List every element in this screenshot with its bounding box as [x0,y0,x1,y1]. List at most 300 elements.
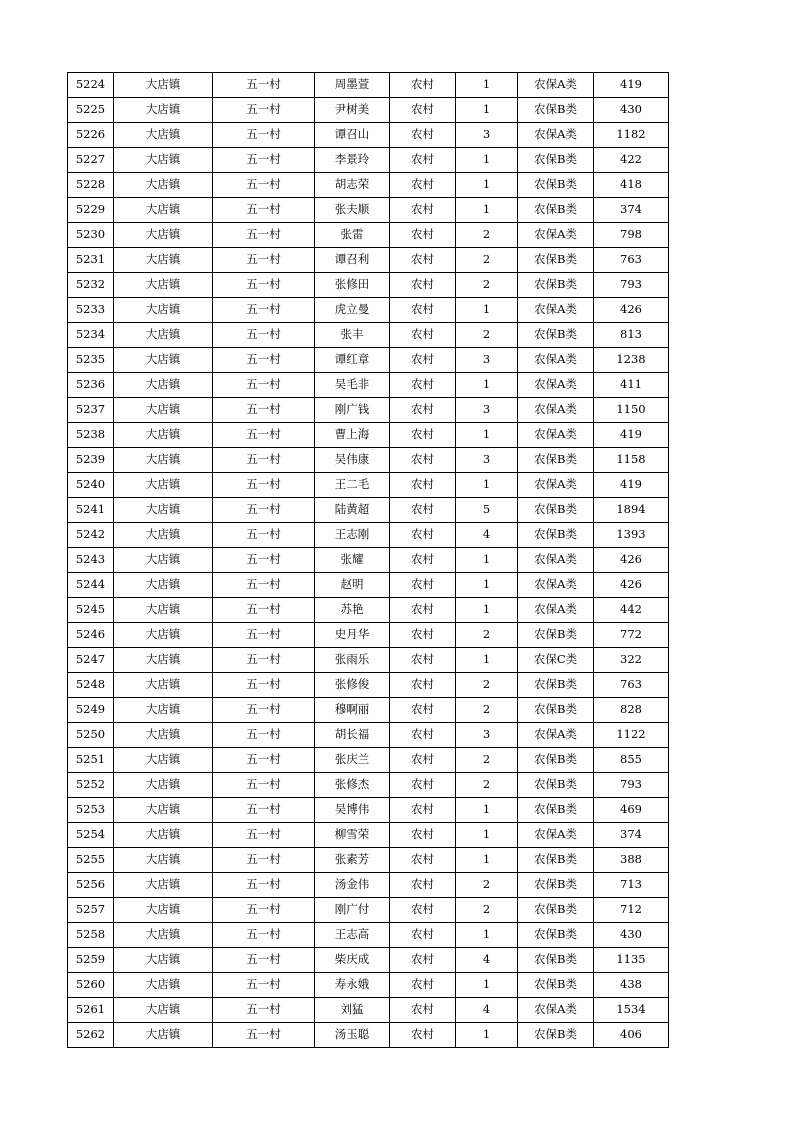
town-cell: 大店镇 [114,223,213,248]
name-cell: 刚广钱 [315,398,390,423]
amount-cell: 426 [594,548,669,573]
name-cell: 虎立曼 [315,298,390,323]
people-count-cell: 1 [456,973,518,998]
village-cell: 五一村 [213,198,315,223]
people-count-cell: 2 [456,698,518,723]
household-type-cell: 农村 [390,348,456,373]
category-cell: 农保B类 [518,198,594,223]
village-cell: 五一村 [213,248,315,273]
village-cell: 五一村 [213,998,315,1023]
people-count-cell: 3 [456,448,518,473]
table-row [68,198,669,223]
household-type-cell: 农村 [390,248,456,273]
table-row [68,598,669,623]
name-cell: 张修田 [315,273,390,298]
name-cell: 吴毛非 [315,373,390,398]
name-cell: 刘猛 [315,998,390,1023]
name-cell: 张丰 [315,323,390,348]
amount-cell: 438 [594,973,669,998]
serial-cell: 5251 [68,748,114,773]
people-count-cell: 1 [456,298,518,323]
table-row [68,148,669,173]
household-type-cell: 农村 [390,598,456,623]
table-row [68,773,669,798]
household-type-cell: 农村 [390,998,456,1023]
town-cell: 大店镇 [114,598,213,623]
name-cell: 张耀 [315,548,390,573]
village-cell: 五一村 [213,698,315,723]
roster-table [67,72,669,1048]
village-cell: 五一村 [213,723,315,748]
household-type-cell: 农村 [390,823,456,848]
people-count-cell: 3 [456,398,518,423]
table-row [68,273,669,298]
village-cell: 五一村 [213,298,315,323]
town-cell: 大店镇 [114,623,213,648]
household-type-cell: 农村 [390,473,456,498]
table-row [68,848,669,873]
town-cell: 大店镇 [114,698,213,723]
household-type-cell: 农村 [390,398,456,423]
amount-cell: 1534 [594,998,669,1023]
people-count-cell: 3 [456,723,518,748]
name-cell: 张修俊 [315,673,390,698]
name-cell: 史月华 [315,623,390,648]
amount-cell: 419 [594,73,669,98]
serial-cell: 5256 [68,873,114,898]
village-cell: 五一村 [213,598,315,623]
name-cell: 陆黄超 [315,498,390,523]
village-cell: 五一村 [213,873,315,898]
name-cell: 张雷 [315,223,390,248]
people-count-cell: 1 [456,798,518,823]
category-cell: 农保B类 [518,923,594,948]
amount-cell: 469 [594,798,669,823]
village-cell: 五一村 [213,73,315,98]
household-type-cell: 农村 [390,848,456,873]
village-cell: 五一村 [213,798,315,823]
amount-cell: 1238 [594,348,669,373]
serial-cell: 5247 [68,648,114,673]
name-cell: 赵明 [315,573,390,598]
name-cell: 穆啊丽 [315,698,390,723]
amount-cell: 374 [594,198,669,223]
table-row [68,673,669,698]
town-cell: 大店镇 [114,173,213,198]
village-cell: 五一村 [213,448,315,473]
household-type-cell: 农村 [390,73,456,98]
serial-cell: 5227 [68,148,114,173]
people-count-cell: 1 [456,73,518,98]
amount-cell: 828 [594,698,669,723]
people-count-cell: 2 [456,673,518,698]
table-row [68,973,669,998]
amount-cell: 793 [594,273,669,298]
household-type-cell: 农村 [390,448,456,473]
household-type-cell: 农村 [390,648,456,673]
town-cell: 大店镇 [114,123,213,148]
name-cell: 王志刚 [315,523,390,548]
household-type-cell: 农村 [390,898,456,923]
table-row [68,723,669,748]
people-count-cell: 2 [456,273,518,298]
category-cell: 农保A类 [518,473,594,498]
category-cell: 农保A类 [518,598,594,623]
household-type-cell: 农村 [390,748,456,773]
category-cell: 农保A类 [518,823,594,848]
people-count-cell: 2 [456,748,518,773]
village-cell: 五一村 [213,348,315,373]
category-cell: 农保B类 [518,498,594,523]
category-cell: 农保A类 [518,123,594,148]
town-cell: 大店镇 [114,998,213,1023]
town-cell: 大店镇 [114,73,213,98]
name-cell: 曹上海 [315,423,390,448]
people-count-cell: 2 [456,323,518,348]
amount-cell: 1182 [594,123,669,148]
town-cell: 大店镇 [114,973,213,998]
town-cell: 大店镇 [114,798,213,823]
table-row [68,648,669,673]
household-type-cell: 农村 [390,798,456,823]
people-count-cell: 1 [456,1023,518,1048]
serial-cell: 5262 [68,1023,114,1048]
household-type-cell: 农村 [390,373,456,398]
town-cell: 大店镇 [114,498,213,523]
village-cell: 五一村 [213,923,315,948]
amount-cell: 411 [594,373,669,398]
name-cell: 张夫顺 [315,198,390,223]
town-cell: 大店镇 [114,548,213,573]
household-type-cell: 农村 [390,523,456,548]
people-count-cell: 4 [456,948,518,973]
table-row [68,398,669,423]
category-cell: 农保A类 [518,398,594,423]
village-cell: 五一村 [213,648,315,673]
category-cell: 农保B类 [518,973,594,998]
town-cell: 大店镇 [114,98,213,123]
serial-cell: 5236 [68,373,114,398]
village-cell: 五一村 [213,423,315,448]
serial-cell: 5257 [68,898,114,923]
town-cell: 大店镇 [114,773,213,798]
serial-cell: 5258 [68,923,114,948]
serial-cell: 5233 [68,298,114,323]
serial-cell: 5235 [68,348,114,373]
household-type-cell: 农村 [390,973,456,998]
serial-cell: 5261 [68,998,114,1023]
serial-cell: 5244 [68,573,114,598]
name-cell: 王志高 [315,923,390,948]
table-row [68,948,669,973]
serial-cell: 5231 [68,248,114,273]
serial-cell: 5230 [68,223,114,248]
name-cell: 吴伟康 [315,448,390,473]
table-row [68,698,669,723]
name-cell: 张修杰 [315,773,390,798]
amount-cell: 713 [594,873,669,898]
serial-cell: 5259 [68,948,114,973]
serial-cell: 5226 [68,123,114,148]
village-cell: 五一村 [213,898,315,923]
table-row [68,323,669,348]
table-row [68,873,669,898]
town-cell: 大店镇 [114,923,213,948]
category-cell: 农保B类 [518,148,594,173]
amount-cell: 426 [594,573,669,598]
category-cell: 农保A类 [518,73,594,98]
table-row [68,223,669,248]
amount-cell: 1122 [594,723,669,748]
amount-cell: 442 [594,598,669,623]
people-count-cell: 1 [456,848,518,873]
household-type-cell: 农村 [390,923,456,948]
table-row [68,798,669,823]
household-type-cell: 农村 [390,573,456,598]
village-cell: 五一村 [213,823,315,848]
village-cell: 五一村 [213,498,315,523]
category-cell: 农保A类 [518,298,594,323]
name-cell: 谭红章 [315,348,390,373]
serial-cell: 5248 [68,673,114,698]
table-row [68,348,669,373]
village-cell: 五一村 [213,548,315,573]
table-row [68,423,669,448]
household-type-cell: 农村 [390,123,456,148]
amount-cell: 374 [594,823,669,848]
household-type-cell: 农村 [390,198,456,223]
name-cell: 胡长福 [315,723,390,748]
amount-cell: 418 [594,173,669,198]
people-count-cell: 1 [456,598,518,623]
amount-cell: 406 [594,1023,669,1048]
household-type-cell: 农村 [390,298,456,323]
category-cell: 农保B类 [518,673,594,698]
amount-cell: 813 [594,323,669,348]
amount-cell: 1150 [594,398,669,423]
people-count-cell: 5 [456,498,518,523]
category-cell: 农保C类 [518,648,594,673]
town-cell: 大店镇 [114,448,213,473]
people-count-cell: 2 [456,898,518,923]
household-type-cell: 农村 [390,148,456,173]
town-cell: 大店镇 [114,248,213,273]
town-cell: 大店镇 [114,898,213,923]
household-type-cell: 农村 [390,548,456,573]
town-cell: 大店镇 [114,873,213,898]
name-cell: 苏艳 [315,598,390,623]
people-count-cell: 4 [456,998,518,1023]
town-cell: 大店镇 [114,423,213,448]
town-cell: 大店镇 [114,148,213,173]
category-cell: 农保A类 [518,223,594,248]
town-cell: 大店镇 [114,823,213,848]
name-cell: 张庆兰 [315,748,390,773]
people-count-cell: 3 [456,348,518,373]
household-type-cell: 农村 [390,498,456,523]
village-cell: 五一村 [213,173,315,198]
table-row [68,98,669,123]
category-cell: 农保B类 [518,798,594,823]
roster-body [68,73,669,1048]
category-cell: 农保B类 [518,273,594,298]
people-count-cell: 1 [456,473,518,498]
category-cell: 农保A类 [518,723,594,748]
people-count-cell: 1 [456,648,518,673]
village-cell: 五一村 [213,223,315,248]
village-cell: 五一村 [213,748,315,773]
household-type-cell: 农村 [390,323,456,348]
town-cell: 大店镇 [114,348,213,373]
people-count-cell: 2 [456,248,518,273]
table-row [68,623,669,648]
town-cell: 大店镇 [114,373,213,398]
category-cell: 农保B类 [518,898,594,923]
household-type-cell: 农村 [390,223,456,248]
serial-cell: 5260 [68,973,114,998]
people-count-cell: 2 [456,773,518,798]
table-row [68,248,669,273]
village-cell: 五一村 [213,623,315,648]
town-cell: 大店镇 [114,523,213,548]
village-cell: 五一村 [213,848,315,873]
household-type-cell: 农村 [390,623,456,648]
name-cell: 李景玲 [315,148,390,173]
people-count-cell: 3 [456,123,518,148]
name-cell: 周墨萱 [315,73,390,98]
amount-cell: 430 [594,98,669,123]
people-count-cell: 2 [456,623,518,648]
category-cell: 农保B类 [518,773,594,798]
name-cell: 张素芳 [315,848,390,873]
household-type-cell: 农村 [390,98,456,123]
serial-cell: 5224 [68,73,114,98]
serial-cell: 5229 [68,198,114,223]
household-type-cell: 农村 [390,423,456,448]
serial-cell: 5249 [68,698,114,723]
town-cell: 大店镇 [114,398,213,423]
name-cell: 谭召利 [315,248,390,273]
household-type-cell: 农村 [390,723,456,748]
category-cell: 农保B类 [518,523,594,548]
people-count-cell: 1 [456,373,518,398]
amount-cell: 422 [594,148,669,173]
serial-cell: 5237 [68,398,114,423]
household-type-cell: 农村 [390,1023,456,1048]
category-cell: 农保A类 [518,998,594,1023]
table-row [68,373,669,398]
town-cell: 大店镇 [114,673,213,698]
household-type-cell: 农村 [390,873,456,898]
category-cell: 农保B类 [518,248,594,273]
household-type-cell: 农村 [390,673,456,698]
table-row [68,498,669,523]
village-cell: 五一村 [213,523,315,548]
village-cell: 五一村 [213,373,315,398]
amount-cell: 793 [594,773,669,798]
village-cell: 五一村 [213,123,315,148]
people-count-cell: 1 [456,823,518,848]
amount-cell: 388 [594,848,669,873]
amount-cell: 426 [594,298,669,323]
category-cell: 农保B类 [518,173,594,198]
table-row [68,998,669,1023]
amount-cell: 712 [594,898,669,923]
town-cell: 大店镇 [114,198,213,223]
town-cell: 大店镇 [114,948,213,973]
household-type-cell: 农村 [390,173,456,198]
table-row [68,123,669,148]
table-row [68,573,669,598]
table-row [68,298,669,323]
people-count-cell: 1 [456,573,518,598]
table-row [68,823,669,848]
name-cell: 柳雪荣 [315,823,390,848]
people-count-cell: 2 [456,223,518,248]
village-cell: 五一村 [213,573,315,598]
town-cell: 大店镇 [114,573,213,598]
category-cell: 农保B类 [518,748,594,773]
category-cell: 农保B类 [518,98,594,123]
table-row [68,1023,669,1048]
table-row [68,473,669,498]
name-cell: 柴庆成 [315,948,390,973]
serial-cell: 5245 [68,598,114,623]
name-cell: 刚广付 [315,898,390,923]
people-count-cell: 1 [456,423,518,448]
people-count-cell: 1 [456,98,518,123]
village-cell: 五一村 [213,673,315,698]
village-cell: 五一村 [213,273,315,298]
name-cell: 汤玉聪 [315,1023,390,1048]
household-type-cell: 农村 [390,773,456,798]
category-cell: 农保A类 [518,548,594,573]
serial-cell: 5252 [68,773,114,798]
amount-cell: 1393 [594,523,669,548]
village-cell: 五一村 [213,98,315,123]
village-cell: 五一村 [213,973,315,998]
serial-cell: 5242 [68,523,114,548]
town-cell: 大店镇 [114,273,213,298]
table-row [68,923,669,948]
amount-cell: 855 [594,748,669,773]
household-type-cell: 农村 [390,948,456,973]
name-cell: 尹树美 [315,98,390,123]
town-cell: 大店镇 [114,1023,213,1048]
amount-cell: 763 [594,248,669,273]
serial-cell: 5239 [68,448,114,473]
category-cell: 农保A类 [518,423,594,448]
town-cell: 大店镇 [114,323,213,348]
people-count-cell: 2 [456,873,518,898]
category-cell: 农保B类 [518,323,594,348]
village-cell: 五一村 [213,773,315,798]
table-row [68,748,669,773]
town-cell: 大店镇 [114,848,213,873]
household-type-cell: 农村 [390,698,456,723]
name-cell: 谭召山 [315,123,390,148]
table-row [68,898,669,923]
serial-cell: 5241 [68,498,114,523]
name-cell: 王二毛 [315,473,390,498]
village-cell: 五一村 [213,323,315,348]
amount-cell: 1135 [594,948,669,973]
amount-cell: 430 [594,923,669,948]
name-cell: 张雨乐 [315,648,390,673]
town-cell: 大店镇 [114,723,213,748]
amount-cell: 1894 [594,498,669,523]
people-count-cell: 1 [456,198,518,223]
